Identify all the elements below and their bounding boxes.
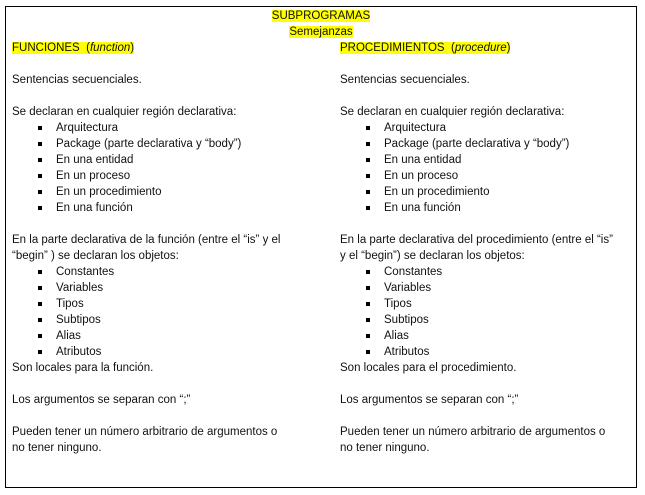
doc-subtitle: Semejanzas bbox=[289, 26, 353, 38]
list-item: Alias bbox=[12, 328, 322, 344]
objects-intro: y el “begin”) se declaran los objetos: bbox=[340, 250, 525, 262]
list-item: Alias bbox=[340, 328, 630, 344]
column-header: FUNCIONES (function) bbox=[12, 42, 135, 54]
regions-list bbox=[12, 120, 322, 216]
header-italic: function bbox=[89, 42, 131, 54]
doc-title: SUBPROGRAMAS bbox=[271, 10, 371, 22]
list-item: En una entidad bbox=[12, 152, 322, 168]
args-text: Los argumentos se separan con “;” bbox=[340, 394, 519, 406]
list-item: Package (parte declarativa y “body”) bbox=[12, 136, 322, 152]
num-args-text: no tener ninguno. bbox=[340, 442, 430, 454]
list-item: Atributos bbox=[340, 344, 630, 360]
header-text: PROCEDIMIENTOS bbox=[340, 42, 445, 54]
list-item: Arquitectura bbox=[340, 120, 630, 136]
document-frame bbox=[5, 6, 637, 488]
declare-text: Se declaran en cualquier región declarativa: bbox=[340, 106, 565, 118]
num-args-text: Pueden tener un número arbitrario de argumentos o bbox=[340, 426, 606, 438]
num-args-text: no tener ninguno. bbox=[12, 442, 102, 454]
list-item: Constantes bbox=[340, 264, 630, 280]
list-item: En una entidad bbox=[340, 152, 630, 168]
column-header: PROCEDIMIENTOS (procedure) bbox=[340, 42, 511, 54]
list-item: En una función bbox=[340, 200, 630, 216]
num-args-text: Pueden tener un número arbitrario de argumentos o bbox=[12, 426, 278, 438]
header-text: FUNCIONES bbox=[12, 42, 80, 54]
list-item: En una función bbox=[12, 200, 322, 216]
list-item: Atributos bbox=[12, 344, 322, 360]
column-left bbox=[12, 8, 322, 456]
sequential-text: Sentencias secuenciales. bbox=[340, 74, 470, 86]
local-text: Son locales para la función. bbox=[12, 362, 154, 374]
list-item: En un procedimiento bbox=[340, 184, 630, 200]
list-item: Subtipos bbox=[340, 312, 630, 328]
objects-list bbox=[12, 264, 322, 360]
sequential-text: Sentencias secuenciales. bbox=[12, 74, 142, 86]
objects-list bbox=[340, 264, 630, 360]
list-item: Constantes bbox=[12, 264, 322, 280]
args-text: Los argumentos se separan con “;” bbox=[12, 394, 191, 406]
list-item: Variables bbox=[340, 280, 630, 296]
objects-intro: En la parte declarativa de la función (entre el “is” y el bbox=[12, 234, 281, 246]
list-item: En un procedimiento bbox=[12, 184, 322, 200]
list-item: Tipos bbox=[12, 296, 322, 312]
regions-list bbox=[340, 120, 630, 216]
objects-intro: “begin” ) se declaran los objetos: bbox=[12, 250, 179, 262]
objects-intro: En la parte declarativa del procedimiento (entre el “is” bbox=[340, 234, 613, 246]
list-item: Subtipos bbox=[12, 312, 322, 328]
list-item: En un proceso bbox=[12, 168, 322, 184]
list-item: Tipos bbox=[340, 296, 630, 312]
list-item: Arquitectura bbox=[12, 120, 322, 136]
list-item: Variables bbox=[12, 280, 322, 296]
local-text: Son locales para el procedimiento. bbox=[340, 362, 517, 374]
list-item: Package (parte declarativa y “body”) bbox=[340, 136, 630, 152]
list-item: En un proceso bbox=[340, 168, 630, 184]
column-right bbox=[340, 8, 630, 456]
declare-text: Se declaran en cualquier región declarativa: bbox=[12, 106, 237, 118]
header-italic: procedure bbox=[454, 42, 507, 54]
